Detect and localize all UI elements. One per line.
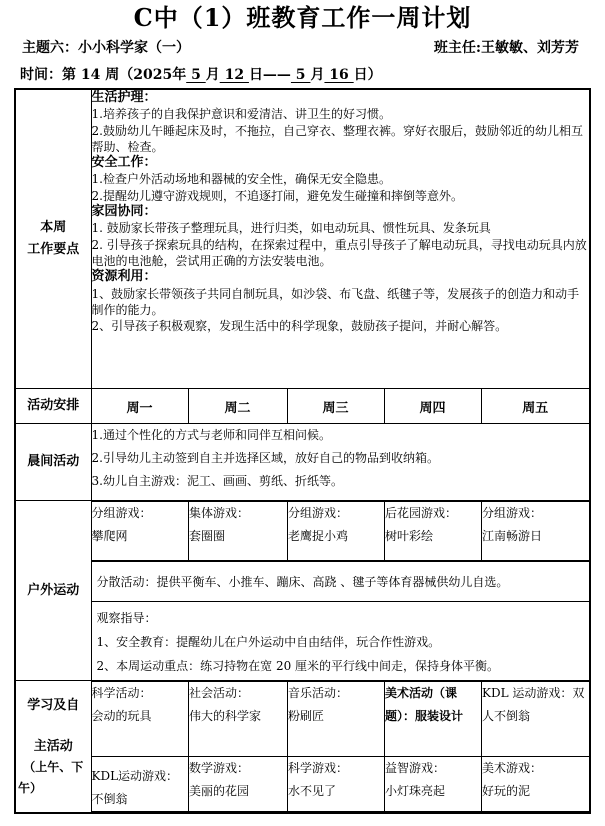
schedule-label: 活动安排 xyxy=(15,389,91,424)
month-label: 月 xyxy=(310,67,325,83)
end-month: 5 xyxy=(290,67,311,83)
learning-am-friday: KDL 运动游戏：双人不倒翁 xyxy=(482,682,591,757)
day-monday: 周一 xyxy=(91,389,188,424)
learning-am-tuesday: 社会活动： 伟大的科学家 xyxy=(189,682,288,757)
focus-item: 1.培养孩子的自我保护意识和爱清洁、讲卫生的好习惯。 xyxy=(91,107,391,122)
weekly-focus-content xyxy=(91,89,590,389)
day-friday: 周五 xyxy=(481,389,590,424)
section-heading: 家园协同： xyxy=(91,204,157,220)
learning-am-row xyxy=(92,682,591,757)
date-suffix: 日） xyxy=(353,67,382,83)
morning-row xyxy=(15,424,590,501)
learning-label: 学习及自 主活动 （上午、下 午） xyxy=(15,681,91,814)
date-range xyxy=(20,64,382,84)
learning-row xyxy=(15,681,590,814)
date-mid: 日—— xyxy=(248,67,291,83)
learning-am-thursday: 美术活动（课题）：服装设计 xyxy=(385,682,482,757)
weekly-focus-row xyxy=(15,89,590,389)
weekly-focus-label: 本周 工作要点 xyxy=(15,89,91,389)
theme: 主题六：小小科学家（一） xyxy=(22,40,190,56)
learning-pm-friday: 美术游戏： 好玩的泥 xyxy=(482,757,591,812)
teachers: 班主任:王敏敏、刘芳芳 xyxy=(433,40,579,56)
focus-item: 2. 引导孩子探索玩具的结构，在探索过程中，重点引导孩子了解电动玩具，寻找电动玩具内放电池的电池舱，尝试用正确的方法安装电池。 xyxy=(91,237,587,268)
morning-label: 晨间活动 xyxy=(15,424,91,501)
month-label: 月 xyxy=(205,67,220,83)
outdoor-game-wednesday: 分组游戏： 老鹰捉小鸡 xyxy=(288,502,385,561)
outdoor-scattered: 分散活动：提供平衡车、小推车、蹦床、高跷 、毽子等体育器械供幼儿自选。 xyxy=(92,561,590,601)
learning-pm-wednesday: 科学游戏： 水不见了 xyxy=(288,757,385,812)
focus-item: 2.鼓励幼儿午睡起床及时，不拖拉，自己穿衣、整理衣裤。穿好衣服后，鼓励邻近的幼儿相互帮助、检查。 xyxy=(91,123,583,154)
section-heading: 资源利用： xyxy=(91,269,157,285)
outdoor-game-thursday: 后花园游戏： 树叶彩绘 xyxy=(385,502,482,561)
focus-item: 1、鼓励家长带领孩子共同自制玩具，如沙袋、布飞盘、纸毽子等，发展孩子的创造力和动手制作的能力。 xyxy=(91,286,580,317)
weekly-plan-table xyxy=(14,88,591,814)
day-thursday: 周四 xyxy=(384,389,481,424)
outdoor-label: 户外运动 xyxy=(15,501,91,681)
outdoor-games xyxy=(92,501,592,561)
start-month: 5 xyxy=(186,67,206,83)
focus-item: 2、引导孩子积极观察，发现生活中的科学现象，鼓励孩子提问，并耐心解答。 xyxy=(91,319,508,334)
start-day: 12 xyxy=(219,67,249,83)
day-tuesday: 周二 xyxy=(188,389,287,424)
learning-am-monday: 科学活动： 会动的玩具 xyxy=(92,682,189,757)
outdoor-game-friday: 分组游戏： 江南畅游日 xyxy=(482,502,591,561)
focus-item: 1. 鼓励家长带孩子整理玩具，进行归类，如电动玩具、惯性玩具、发条玩具 xyxy=(91,221,491,236)
morning-content xyxy=(91,424,590,501)
morning-item: 1.通过个性化的方式与老师和同伴互相问候。 xyxy=(91,428,331,442)
learning-am-wednesday: 音乐活动： 粉刷匠 xyxy=(288,682,385,757)
outdoor-game-tuesday: 集体游戏： 套圈圈 xyxy=(189,502,288,561)
learning-content xyxy=(91,681,590,814)
date-prefix: 时间：第 14 周（2025年 xyxy=(20,67,187,83)
focus-item: 1.检查户外活动场地和器械的安全性，确保无安全隐患。 xyxy=(91,172,391,187)
page-title: C中（1）班教育工作一周计划 xyxy=(133,3,472,32)
end-day: 16 xyxy=(324,67,354,83)
morning-item: 2.引导幼儿主动签到自主并选择区域，放好自己的物品到收纳箱。 xyxy=(91,451,439,465)
section-heading: 安全工作： xyxy=(91,155,157,171)
outdoor-observation: 观察指导： 1、安全教育：提醒幼儿在户外运动中自由结伴，玩合作性游戏。 2、本周运动重点：练习持物在宽 20 厘米的平行线中间走，保持身体平衡。 xyxy=(92,601,590,680)
learning-grid xyxy=(92,681,592,812)
day-header-row xyxy=(15,389,590,424)
outdoor-content xyxy=(91,501,590,681)
section-heading: 生活护理： xyxy=(91,90,157,105)
outdoor-game-monday: 分组游戏： 攀爬网 xyxy=(92,502,189,561)
learning-pm-row xyxy=(92,757,591,812)
learning-pm-monday: KDL运动游戏： 不倒翁 xyxy=(92,757,189,812)
focus-item: 2.提醒幼儿遵守游戏规则，不追逐打闹，避免发生碰撞和摔倒等意外。 xyxy=(91,188,463,203)
day-wednesday: 周三 xyxy=(287,389,384,424)
morning-item: 3.幼儿自主游戏：泥工、画画、剪纸、折纸等。 xyxy=(91,474,343,488)
learning-pm-tuesday: 数学游戏： 美丽的花园 xyxy=(189,757,288,812)
learning-pm-thursday: 益智游戏： 小灯珠亮起 xyxy=(385,757,482,812)
outdoor-row xyxy=(15,501,590,681)
